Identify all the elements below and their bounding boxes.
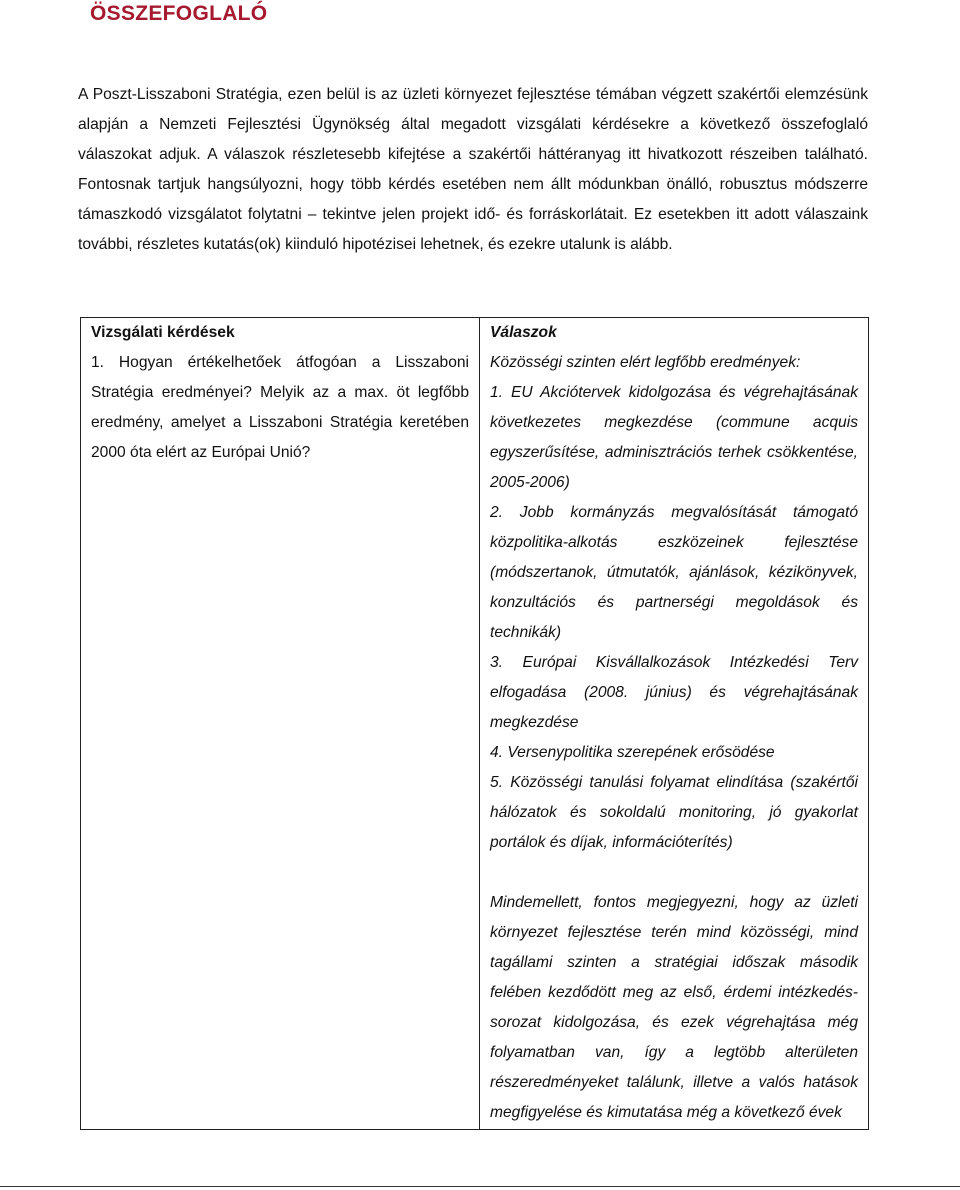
questions-column-header: Vizsgálati kérdések xyxy=(91,324,235,341)
answer-note: Mindemellett, fontos megjegyezni, hogy az üzleti környezet fejlesztése terén mind közösségi, mind tagállami szinten a stratégiai időszak második felében kezdődött meg az első, érdemi intézkedés-sorozat kidolgozása, és ezek végrehajtása még folyamatban van, így a legtöbb alterületen részeredményeket találunk, illetve a valós hatások megfigyelése és kimutatása még a következő évek xyxy=(490,894,858,1121)
intro-paragraph: A Poszt-Lisszaboni Stratégia, ezen belül is az üzleti környezet fejlesztése témában végzett szakértői elemzésünk alapján a Nemzeti Fejlesztési Ügynökség által megadott vizsgálati kérdésekre a következő összefoglaló válaszokat adjuk. A válaszok részletesebb kifejtése a szakértői háttéranyag itt hivatkozott részeiben található. Fontosnak tartjuk hangsúlyozni, hogy több kérdés esetében nem állt módunkban önálló, robusztus módszerre támaszkodó vizsgálatot folytatni – tekintve jelen projekt idő- és forráskorlátait. Ez esetekben itt adott válaszaink további, részletes kutatás(ok) kiinduló hipotézisei lehetnek, és ezekre utalunk is alább. xyxy=(78,86,868,253)
answers-column xyxy=(480,318,869,1130)
answer-item-2: 2. Jobb kormányzás megvalósítását támogató közpolitika-alkotás eszközeinek fejlesztése (módszertanok, útmutatók, ajánlások, kézikönyvek, konzultációs és partnerségi megoldások és technikák) xyxy=(490,504,858,641)
page-bottom-rule xyxy=(0,1186,960,1187)
questions-column xyxy=(81,318,480,1130)
questions-answers-table xyxy=(80,317,869,1130)
question-text: 1. Hogyan értékelhetőek átfogóan a Lisszaboni Stratégia eredményei? Melyik az a max. öt legfőbb eredmény, amelyet a Lisszaboni Stratégia keretében 2000 óta elért az Európai Unió? xyxy=(91,354,469,461)
answer-item-4: 4. Versenypolitika szerepének erősödése xyxy=(490,744,775,761)
answer-item-1: 1. EU Akciótervek kidolgozása és végrehajtásának következetes megkezdése (commune acquis egyszerűsítése, adminisztrációs terhek csökkentése, 2005-2006) xyxy=(490,384,858,491)
answer-subheading: Közösségi szinten elért legfőbb eredmények: xyxy=(490,354,801,371)
page-title: ÖSSZEFOGLALÓ xyxy=(90,2,268,25)
answers-column-header: Válaszok xyxy=(490,324,557,341)
answer-item-3: 3. Európai Kisvállalkozások Intézkedési Terv elfogadása (2008. június) és végrehajtásának megkezdése xyxy=(490,654,858,731)
answer-item-5: 5. Közösségi tanulási folyamat elindítása (szakértői hálózatok és sokoldalú monitoring, jó gyakorlat portálok és díjak, információterítés) xyxy=(490,774,858,851)
